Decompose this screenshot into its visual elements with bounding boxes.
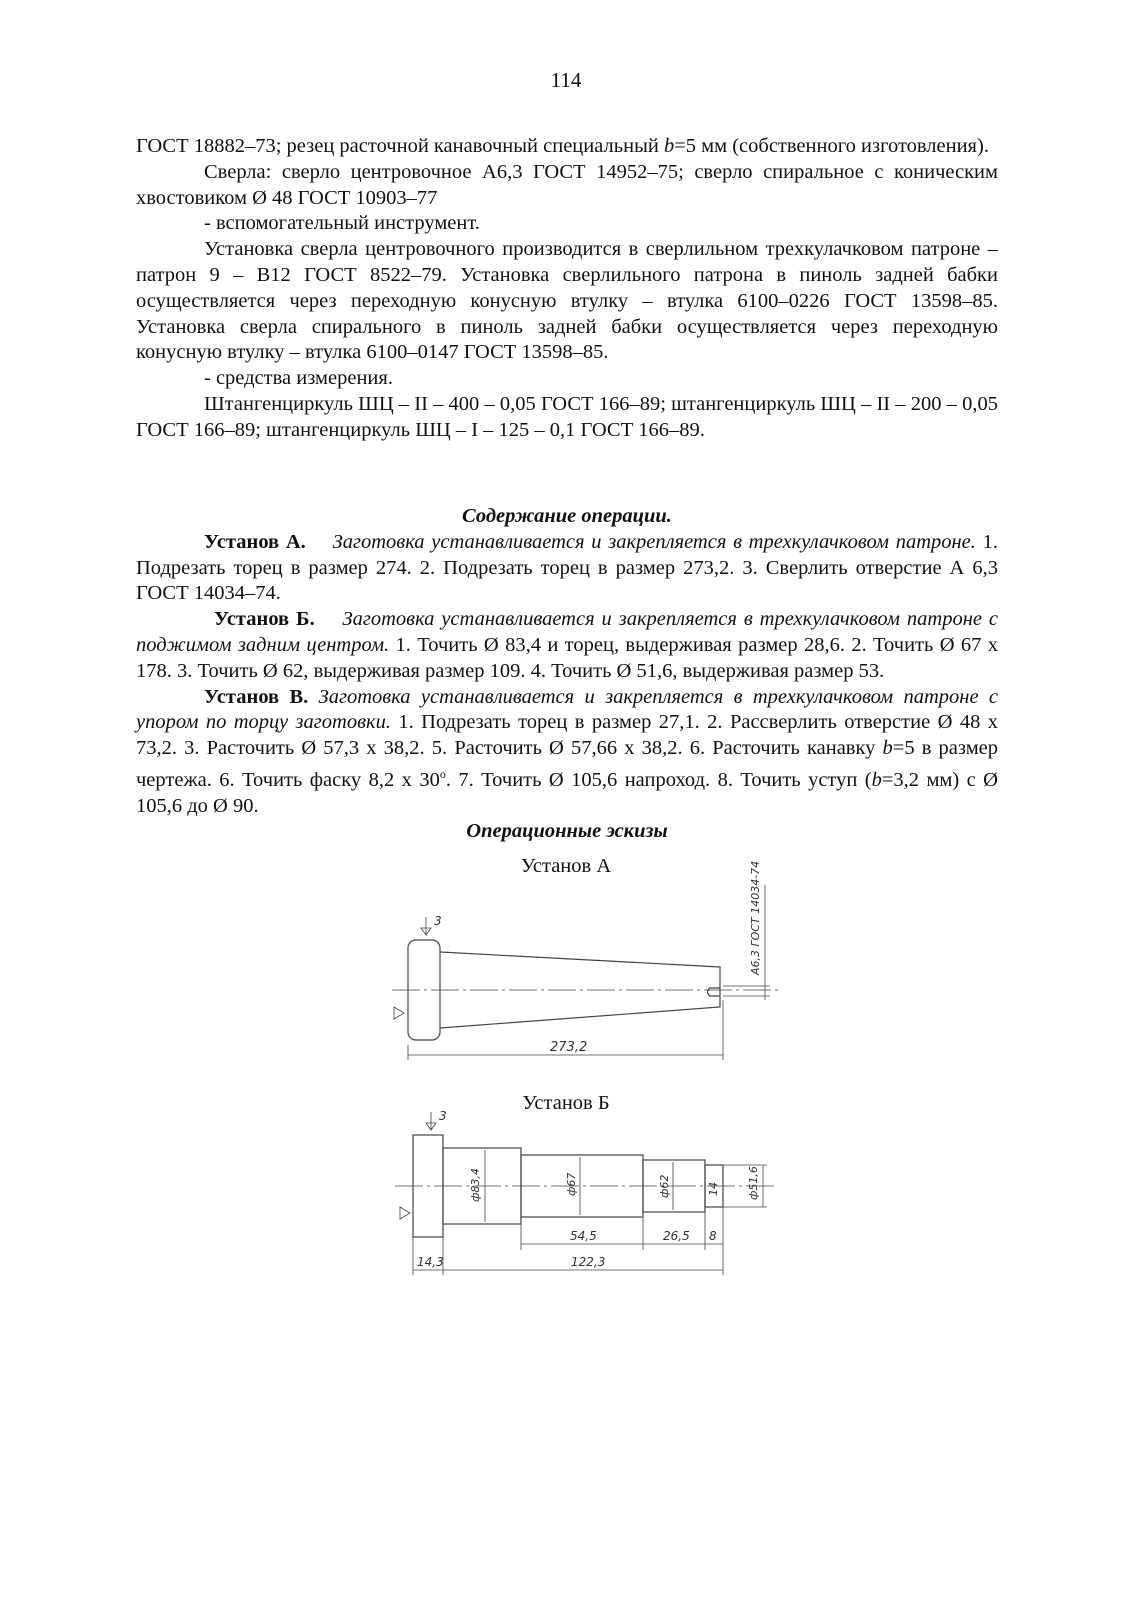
- sketch-a-surface-label: 3: [434, 914, 442, 928]
- paragraph-calipers: Штангенциркуль ШЦ – II – 400 – 0,05 ГОСТ 166–89; штангенциркуль ШЦ – II – 200 – 0,05 ГОСТ 166–89; штангенциркуль ШЦ – I – 125 – 0,1 ГОСТ 166–89.: [136, 392, 998, 441]
- setup-b: Установ Б. Заготовка устанавливается и закрепляется в трехкулачковом патроне с поджимом задним центром. 1. Точить Ø 83,4 и торец, выдерживая размер 28,6. 2. Точить Ø 67 х 178. 3. Точить Ø 62, выдерживая размер 109. 4. Точить Ø 51,6, выдерживая размер 53.: [136, 608, 998, 682]
- sketch-b-l4-label: 14,3: [417, 1255, 444, 1269]
- sketch-b-d1-label: ф83,4: [469, 1168, 482, 1202]
- paragraph-drill-setup: Установка сверла центровочного производится в сверлильном трехкулачковом патроне – патрон 9 – В12 ГОСТ 8522–79. Установка сверлильного патрона в пиноль задней бабки осуществляется через переходную конусную втулку – втулка 6100–0226 ГОСТ 13598–85. Установка сверла спирального в пиноль задней бабки осуществляется через переходную конусную втулку – втулка 6100–0147 ГОСТ 13598–85.: [136, 238, 998, 364]
- sketch-b-l5-label: 122,3: [571, 1255, 606, 1269]
- setup-a: Установ А. Заготовка устанавливается и закрепляется в трехкулачковом патроне. 1. Подрезать торец в размер 274. 2. Подрезать торец в размер 273,2. 3. Сверлить отверстие А 6,3 ГОСТ 14034–74.: [136, 530, 998, 605]
- paragraph-measuring: - средства измерения.: [204, 367, 393, 390]
- paragraph-1: ГОСТ 18882–73; резец расточной канавочный специальный b=5 мм (собственного изготовления).: [136, 135, 989, 157]
- sketches-title: Операционные эскизы: [466, 820, 668, 843]
- operation-content: [136, 504, 998, 845]
- sketch-b-l1-label: 54,5: [570, 1229, 597, 1243]
- sketch-a-caption: Установ А: [520, 855, 612, 877]
- sketch-b-caption: Установ Б: [522, 1092, 610, 1114]
- page-number: 114: [550, 68, 582, 92]
- sketch-b-surface-label: 3: [439, 1109, 447, 1123]
- sketch-b-small-label: 14: [707, 1182, 720, 1196]
- sketch-b-drawing: [395, 1110, 775, 1280]
- sketch-b-d2-label: ф67: [565, 1172, 578, 1196]
- paragraph-drills: Сверла: сверло центровочное А6,3 ГОСТ 14952–75; сверло спиральное с коническим хвостовиком Ø 48 ГОСТ 10903–77: [136, 160, 998, 209]
- sketch-b-l3-label: 8: [709, 1229, 717, 1243]
- sketch-b-d3-label: ф62: [658, 1174, 671, 1198]
- paragraph-aux-tool: - вспомогательный инструмент.: [204, 212, 480, 235]
- sketch-b-d4-label: ф51,6: [747, 1166, 760, 1200]
- tooling-text: [136, 134, 998, 444]
- setup-c: Установ В. Заготовка устанавливается и закрепляется в трехкулачковом патроне с упором по торцу заготовки. 1. Подрезать торец в размер 27,1. 2. Рассверлить отверстие Ø 48 х 73,2. 3. Расточить Ø 57,3 х 38,2. 5. Расточить Ø 57,66 х 38,2. 6. Расточить канавку b=5 в размер чертежа. 6. Точить фаску 8,2 х $30^о$. 7. Точить Ø 105,6 напроход. 8. Точить уступ (b=3,2 мм) с Ø 105,6 до Ø 90.: [136, 685, 999, 817]
- sketch-b-l2-label: 26,5: [663, 1229, 690, 1243]
- sketch-a-gost-label: А6,3 ГОСТ 14034-74: [749, 860, 762, 975]
- section-title: Содержание операции.: [462, 505, 672, 527]
- sketch-a-length-label: 273,2: [550, 1040, 588, 1055]
